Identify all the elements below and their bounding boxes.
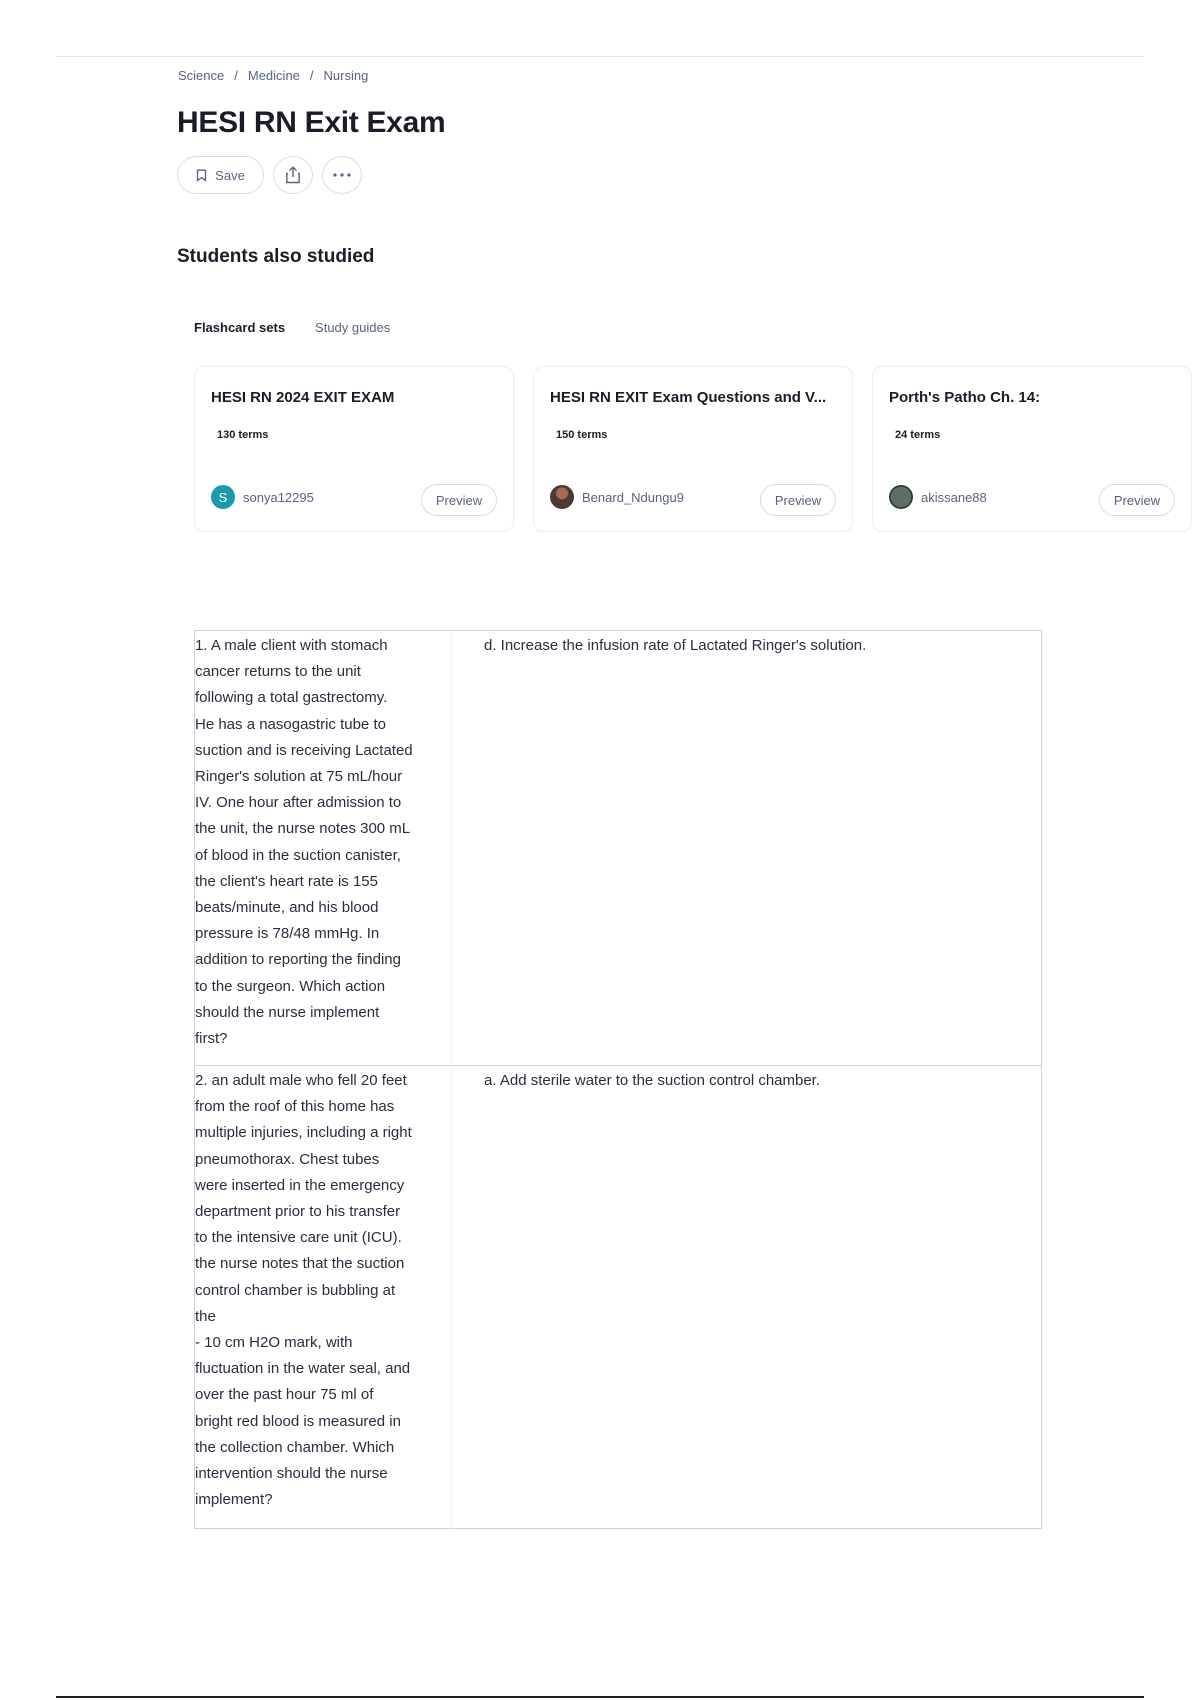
study-set-card[interactable] xyxy=(533,366,853,532)
preview-button[interactable]: Preview xyxy=(760,484,836,516)
avatar: S xyxy=(211,485,235,509)
share-icon xyxy=(285,166,301,184)
breadcrumb-medicine[interactable]: Medicine xyxy=(247,68,300,83)
flashcard-table xyxy=(194,630,1042,1529)
footer-divider xyxy=(56,1696,1144,1698)
author-name: akissane88 xyxy=(921,489,987,505)
question-cell: 1. A male client with stomach cancer returns to the unit following a total gastrectomy. He has a nasogastric tube to suction and is receiving Lactated Ringer's solution at 75 mL/hour IV. One hour after admission to the unit, the nurse notes 300 mL of blood in the suction canister, the client's heart rate is 155 beats/minute, and his blood pressure is 78/48 mmHg. In addition to reporting the finding to the surgeon. Which action should the nurse implement first? xyxy=(195,631,452,1066)
card-terms-count: 130 terms xyxy=(217,429,269,441)
card-author[interactable] xyxy=(889,485,987,509)
card-terms-count: 150 terms xyxy=(556,429,608,441)
tab-flashcard-sets[interactable]: Flashcard sets xyxy=(194,320,286,335)
breadcrumb-separator: / xyxy=(309,68,314,83)
breadcrumb-separator: / xyxy=(234,68,238,83)
table-row xyxy=(195,1066,1042,1529)
preview-button[interactable]: Preview xyxy=(421,484,497,516)
study-set-card[interactable] xyxy=(872,366,1192,532)
question-cell: 2. an adult male who fell 20 feet from the roof of this home has multiple injuries, including a right pneumothorax. Chest tubes were inserted in the emergency department prior to his transfer to the intensive care unit (ICU). the nurse notes that the suction control chamber is bubbling at the - 10 cm H2O mark, with fluctuation in the water seal, and over the past hour 75 ml of bright red blood is measured in the collection chamber. Which intervention should the nurse implement? xyxy=(195,1066,452,1529)
avatar xyxy=(550,485,574,509)
table-row xyxy=(195,631,1042,1066)
card-title: HESI RN EXIT Exam Questions and V... xyxy=(550,389,827,406)
answer-cell: a. Add sterile water to the suction control chamber. xyxy=(452,1066,1042,1529)
header-divider xyxy=(56,56,1144,57)
card-author[interactable] xyxy=(550,485,684,509)
section-title: Students also studied xyxy=(177,246,375,267)
avatar xyxy=(889,485,913,509)
more-icon xyxy=(333,173,351,177)
tab-bar xyxy=(194,320,390,335)
answer-cell: d. Increase the infusion rate of Lactated Ringer's solution. xyxy=(484,637,867,654)
cards-carousel xyxy=(194,364,1161,536)
share-button[interactable] xyxy=(273,156,313,194)
save-button-label: Save xyxy=(215,167,245,183)
preview-button[interactable]: Preview xyxy=(1099,484,1175,516)
author-name: Benard_Ndungu9 xyxy=(582,489,684,505)
breadcrumb-science[interactable]: Science xyxy=(178,68,225,83)
bookmark-icon xyxy=(196,169,207,182)
more-options-button[interactable] xyxy=(322,156,362,194)
card-terms-count: 24 terms xyxy=(895,429,941,441)
card-title: HESI RN 2024 EXIT EXAM xyxy=(211,389,395,406)
page-title: HESI RN Exit Exam xyxy=(177,106,446,139)
study-set-card[interactable] xyxy=(194,366,514,532)
tab-study-guides[interactable]: Study guides xyxy=(315,320,391,335)
author-name: sonya12295 xyxy=(243,489,314,505)
save-button[interactable] xyxy=(177,156,264,194)
card-title: Porth's Patho Ch. 14: xyxy=(889,389,1041,406)
card-author[interactable] xyxy=(211,485,314,509)
breadcrumb-nursing[interactable]: Nursing xyxy=(323,68,369,83)
action-bar xyxy=(177,156,362,194)
breadcrumb xyxy=(178,68,368,83)
